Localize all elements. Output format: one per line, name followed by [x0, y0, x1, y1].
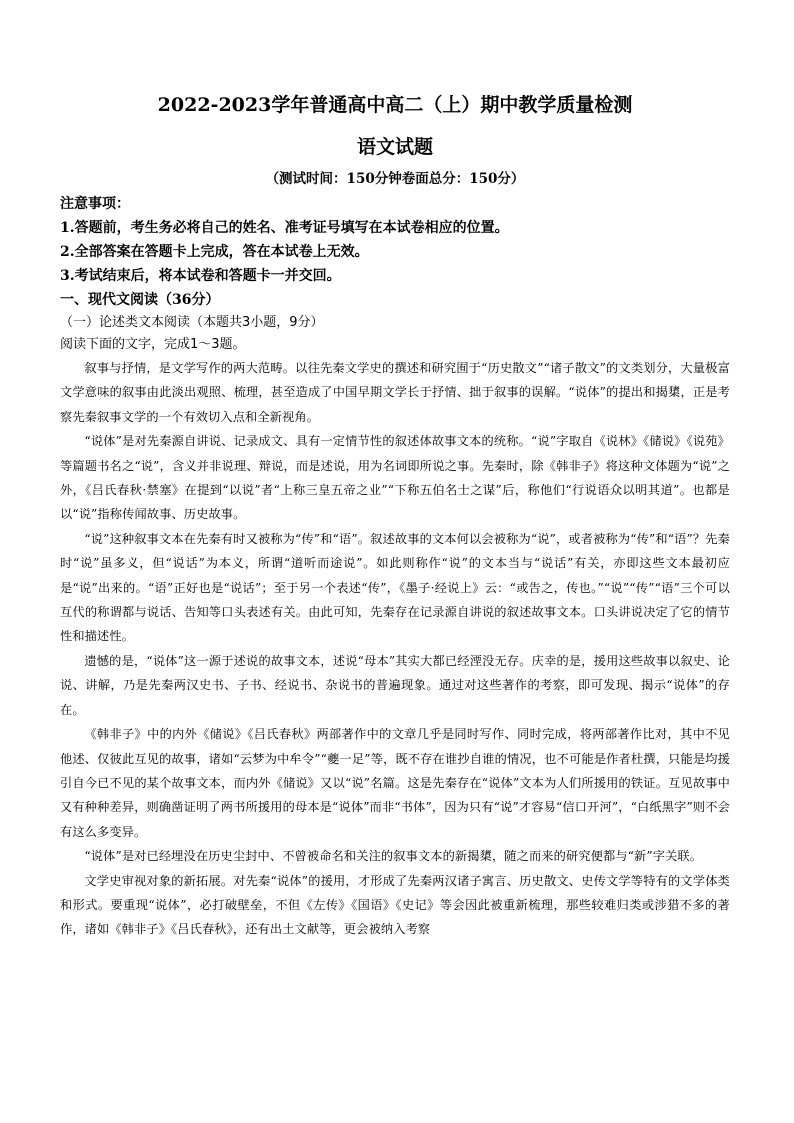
notice-title: 注意事项：: [60, 196, 130, 212]
notice-item: 2.全部答案在答题卡上完成，答在本试卷上无效。: [60, 244, 369, 260]
exam-title: 2022-2023学年普通高中高二（上）期中教学质量检测: [157, 94, 633, 116]
passage-paragraph: “说”这种叙事文本在先秦有时又被称为“传”和“语”。叙述故事的文本何以会被称为“说”，或者被称为“传”和“语”？先秦时“说”虽多义，但“说话”为本义，所谓“道听而途说”。如此则称作“说”的文本当与“说话”有关，亦即这些文本最初应是“说”出来的。“语”正好也是“说话”；至于另一个表述“传”，《墨子·经说上》云：“或告之，传也。”“说”“传”“语”三个可以互代的称谓都与说话、告知等口头表述有关。由此可知，先秦存在记录源自讲说的叙述故事文本。口头讲说决定了它的情节性和描述性。: [60, 531, 730, 644]
reading-instruction: 阅读下面的文字，完成1～3题。: [60, 337, 246, 352]
passage-paragraph: 《韩非子》中的内外《储说》《吕氏春秋》两部著作中的文章几乎是同时写作、同时完成，将两部著作比对，其中不见他述、仅彼此互见的故事，诸如“云梦为中牟令”“夔一足”等，既不存在谁抄自谁的情况，也不可能是作者杜撰，只能是均援引自今已不见的某个故事文本，而内外《储说》又以“说”名篇。这是先秦存在“说体”文本为人们所援用的铁证。互见故事中又有种种差异，则确凿证明了两书所援用的母本是“说体”而非“书体”，因为只有“说”才容易“信口开河”，“白纸黑字”则不会有这么多变异。: [60, 727, 730, 839]
subsection-title: （一）论述类文本阅读（本题共3小题，9分）: [60, 315, 324, 330]
exam-meta: （测试时间：150分钟卷面总分：150分）: [265, 171, 525, 187]
notice-item: 3.考试结束后，将本试卷和答题卡一并交回。: [60, 268, 341, 284]
passage-paragraph: “说体”是对已经埋没在历史尘封中、不曾被命名和关注的叙事文本的新揭橥，随之而来的研究便都与“新”字关联。: [84, 849, 703, 864]
section-title: 一、现代文阅读（36分）: [60, 292, 220, 308]
passage-paragraph: 叙事与抒情，是文学写作的两大范畴。以往先秦文学史的撰述和研究囿于“历史散文”“诸子散文”的文类划分，大量极富文学意味的叙事由此淡出观照、梳理，甚至造成了中国早期文学长于抒情、拙于叙事的误解。“说体”的提出和揭橥，正是考察先秦叙事文学的一个有效切入点和全新视角。: [60, 361, 730, 424]
reading-passage: [60, 356, 730, 942]
passage-paragraph: 遗憾的是，“说体”这一源于述说的故事文本，述说“母本”其实大都已经湮没无存。庆幸的是，援用这些故事以叙史、论说、讲解，乃是先秦两汉史书、子书、经说书、杂说书的普遍现象。通过对这些著作的考察，即可发现、揭示“说体”的存在。: [60, 653, 730, 717]
notice-item: 1.答题前，考生务必将自己的姓名、准考证号填写在本试卷相应的位置。: [60, 220, 509, 236]
passage-paragraph: “说体”是对先秦源自讲说、记录成文、具有一定情节性的叙述体故事文本的统称。“说”字取自《说林》《储说》《说苑》等篇题书名之“说”，含义并非说理、辩说，而是述说，用为名词即所说之事。先秦时，除《韩非子》将这种文体题为“说”之外，《吕氏春秋·禁塞》在提到“以说”者“上称三皇五帝之业”“下称五伯名士之谋”后，称他们“行说语众以明其道”。也都是以“说”指称传闻故事、历史故事。: [60, 434, 730, 522]
exam-subtitle: 语文试题: [356, 136, 433, 158]
passage-paragraph: 文学史审视对象的新拓展。对先秦“说体”的援用，才形成了先秦两汉诸子寓言、历史散文、史传文学等特有的文学体类和形式。要重现“说体”，必打破壁垒，不但《左传》《国语》《史记》等会因此被重新梳理，那些较难归类或涉猎不多的著作，诸如《韩非子》《吕氏春秋》，还有出土文献等，更会被纳入考察: [60, 873, 730, 937]
section-block: [60, 288, 730, 356]
notice-block: [60, 192, 730, 288]
